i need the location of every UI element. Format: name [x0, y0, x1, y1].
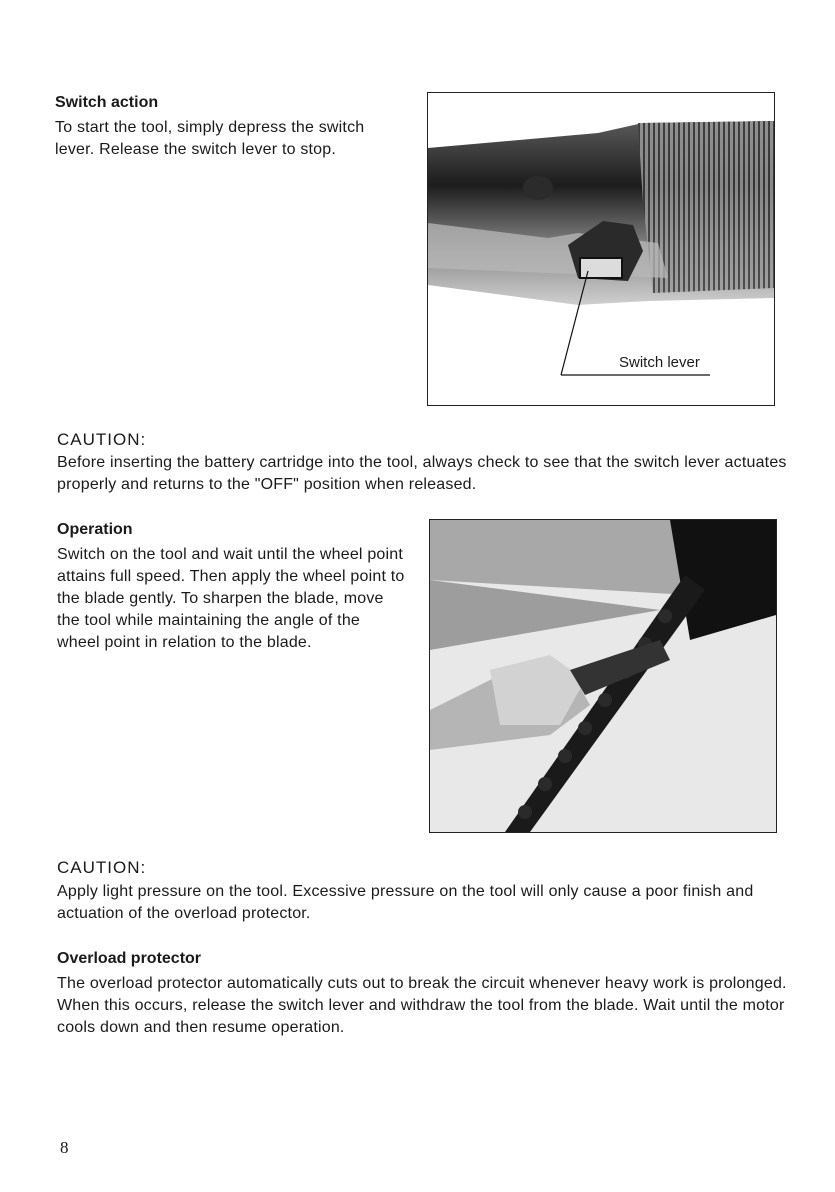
sharpening-photo	[430, 520, 776, 832]
switch-lever-callout: Switch lever	[619, 354, 700, 371]
section-heading-operation: Operation	[57, 521, 133, 538]
switch-lever-photo	[428, 93, 774, 405]
page-number: 8	[60, 1138, 69, 1157]
operation-paragraph: Switch on the tool and wait until the wheel point attains full speed. Then apply the wheel point to the blade gently. To sharpen the blade, move the tool while maintaining the angle of the wheel point in relation to the blade.	[57, 546, 405, 651]
switch-lever-figure	[427, 92, 775, 406]
switch-action-paragraph: To start the tool, simply depress the switch lever. Release the switch lever to stop.	[55, 119, 365, 158]
overload-protector-paragraph: The overload protector automatically cuts out to break the circuit whenever heavy work is prolonged. When this occurs, release the switch lever and withdraw the tool from the blade. Wait until the motor cools down and then resume operation.	[57, 975, 787, 1036]
section-heading-overload-protector: Overload protector	[57, 950, 202, 967]
sharpening-figure	[429, 519, 777, 833]
caution-paragraph-1: Before inserting the battery cartridge into the tool, always check to see that the switch lever actuates properly and returns to the "OFF" position when released.	[57, 454, 787, 493]
caution-label-1: CAUTION:	[57, 430, 147, 449]
caution-paragraph-2: Apply light pressure on the tool. Excessive pressure on the tool will only cause a poor finish and actuation of the overload protector.	[57, 883, 754, 922]
section-heading-switch-action: Switch action	[55, 94, 159, 111]
caution-label-2: CAUTION:	[57, 858, 147, 877]
